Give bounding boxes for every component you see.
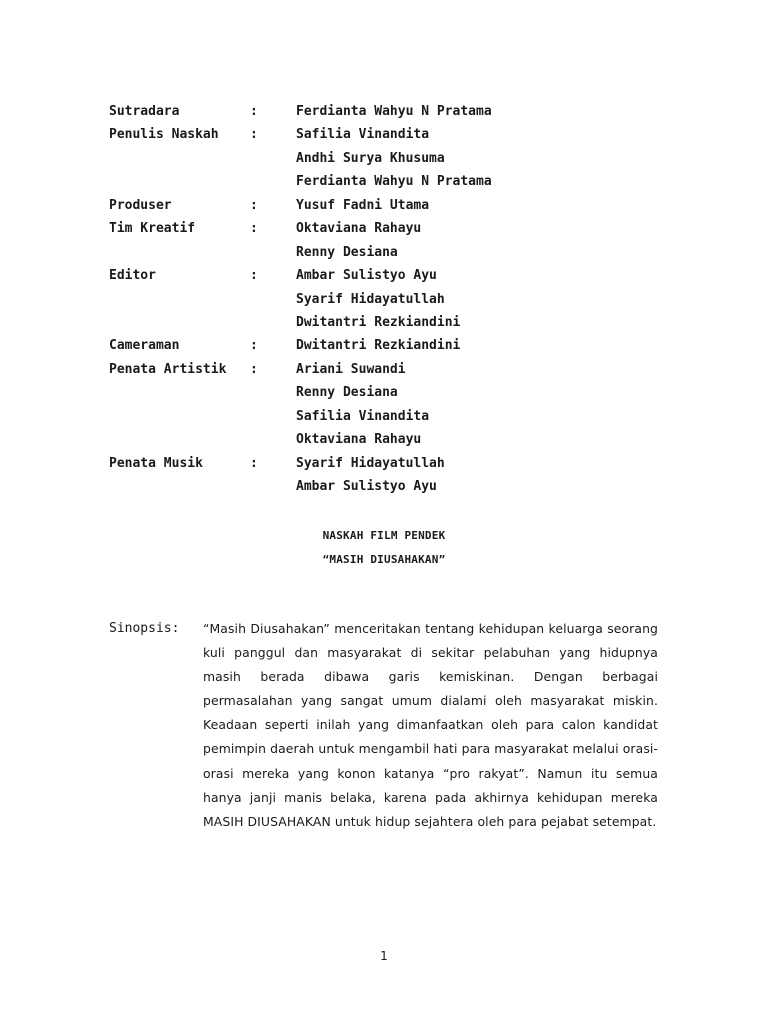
crew-role: Penulis Naskah <box>109 127 219 143</box>
crew-colon: : <box>250 221 258 237</box>
crew-colon: : <box>250 455 258 471</box>
crew-colon: : <box>250 127 258 143</box>
crew-line <box>109 405 669 428</box>
synopsis-text: “Masih Diusahakan” menceritakan tentang kehidupan keluarga seorang kuli panggul dan masyarakat di sekitar pelabuhan yang hidupnya masih berada dibawa garis kemiskinan. Dengan berbagai permasalahan yang sangat umum dialami oleh masyarakat miskin. Keadaan seperti inilah yang dimanfaatkan oleh para calon kandidat pemimpin daerah untuk mengambil hati para masyarakat melalui orasi-orasi mereka yang konon katanya “pro rakyat”. Namun itu semua hanya janji manis belaka, karena pada akhirnya kehidupan mereka MASIH DIUSAHAKAN untuk hidup sejahtera oleh para pejabat setempat. <box>203 621 658 829</box>
crew-colon: : <box>250 104 258 119</box>
crew-person: Safilia Vinandita <box>296 127 430 143</box>
crew-role: Cameraman <box>109 338 180 354</box>
crew-role: Penata Musik <box>109 455 203 471</box>
crew-person: Renny Desiana <box>296 385 398 401</box>
crew-colon: : <box>250 338 258 354</box>
crew-line <box>109 194 669 217</box>
crew-colon: : <box>250 361 258 377</box>
film-title: “MASIH DIUSAHAKAN” <box>322 553 446 566</box>
crew-person: Oktaviana Rahayu <box>296 221 422 237</box>
crew-person: Syarif Hidayatullah <box>296 455 445 471</box>
crew-role: Tim Kreatif <box>109 221 196 237</box>
crew-person: Ariani Suwandi <box>296 361 406 377</box>
crew-person: Syarif Hidayatullah <box>296 291 445 307</box>
crew-person: Ambar Sulistyo Ayu <box>296 479 437 494</box>
crew-colon: : <box>250 197 258 213</box>
crew-person: Dwitantri Rezkiandini <box>296 314 461 330</box>
crew-role: Penata Artistik <box>109 361 227 377</box>
crew-person: Ambar Sulistyo Ayu <box>296 268 437 284</box>
crew-line <box>109 358 669 381</box>
crew-line <box>109 147 669 170</box>
crew-role: Editor <box>109 268 156 284</box>
synopsis-label: Sinopsis: <box>109 621 180 636</box>
crew-person: Dwitantri Rezkiandini <box>296 338 461 354</box>
crew-line <box>109 334 669 357</box>
crew-colon: : <box>250 268 258 284</box>
crew-line <box>109 452 669 475</box>
crew-person: Andhi Surya Khusuma <box>296 150 445 166</box>
crew-line <box>109 428 669 451</box>
crew-list <box>109 100 669 498</box>
crew-line <box>109 475 669 498</box>
crew-role: Sutradara <box>109 104 180 119</box>
crew-line <box>109 381 669 404</box>
crew-person: Ferdianta Wahyu N Pratama <box>296 174 492 190</box>
crew-person: Ferdianta Wahyu N Pratama <box>296 104 492 119</box>
crew-line <box>109 288 669 311</box>
crew-role: Produser <box>109 197 172 213</box>
crew-line <box>109 311 669 334</box>
crew-line <box>109 217 669 240</box>
crew-person: Safilia Vinandita <box>296 408 430 424</box>
script-title: NASKAH FILM PENDEK <box>322 529 446 542</box>
crew-line <box>109 264 669 287</box>
crew-person: Yusuf Fadni Utama <box>296 197 430 213</box>
crew-line <box>109 241 669 264</box>
crew-person: Oktaviana Rahayu <box>296 432 422 448</box>
crew-line <box>109 123 669 146</box>
page-number: 1 <box>380 949 388 963</box>
crew-person: Renny Desiana <box>296 244 398 260</box>
crew-line <box>109 170 669 193</box>
crew-line <box>109 100 669 123</box>
